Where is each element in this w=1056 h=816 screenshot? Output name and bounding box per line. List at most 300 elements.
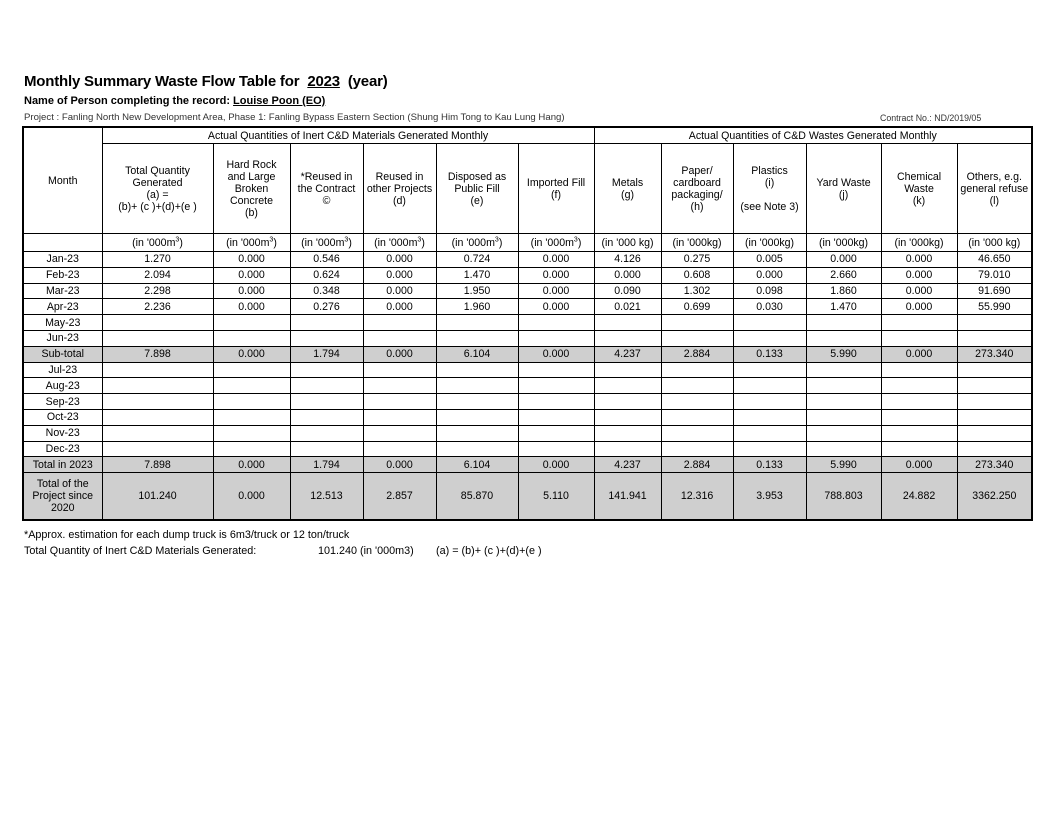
value-cell (806, 441, 881, 457)
value-cell: 0.000 (518, 252, 594, 268)
column-header-line: © (322, 194, 331, 207)
value-cell (881, 330, 957, 346)
value-cell (733, 441, 806, 457)
value-cell (733, 409, 806, 425)
value-cell: 1.960 (436, 299, 518, 315)
value-cell (594, 441, 661, 457)
value-cell (518, 330, 594, 346)
person-completing-record (24, 95, 325, 107)
column-header-line: *Reused in (300, 170, 353, 183)
month-cell: Total in 2023 (23, 457, 102, 473)
value-cell (594, 394, 661, 410)
column-unit (102, 234, 213, 252)
month-cell: Oct-23 (23, 409, 102, 425)
unit-text: (in '000kg) (818, 236, 869, 249)
value-cell (290, 425, 363, 441)
value-cell (957, 315, 1032, 331)
value-cell: 2.884 (661, 346, 733, 362)
value-cell: 85.870 (436, 473, 518, 521)
value-cell: 0.000 (518, 299, 594, 315)
value-cell (290, 409, 363, 425)
value-cell: 0.000 (213, 283, 290, 299)
value-cell (518, 394, 594, 410)
column-header-line: (a) = (146, 188, 169, 201)
month-cell: Jan-23 (23, 252, 102, 268)
month-cell: May-23 (23, 315, 102, 331)
value-cell: 2.857 (363, 473, 436, 521)
unit-text: (in '000m (132, 236, 176, 249)
value-cell: 0.000 (881, 252, 957, 268)
value-cell (881, 394, 957, 410)
unit-text: (in '000m (226, 236, 270, 249)
value-cell (957, 409, 1032, 425)
value-cell (594, 378, 661, 394)
value-cell (957, 378, 1032, 394)
value-cell: 0.090 (594, 283, 661, 299)
value-cell: 0.000 (363, 299, 436, 315)
column-header-line: (e) (470, 194, 484, 207)
value-cell (881, 425, 957, 441)
value-cell: 46.650 (957, 252, 1032, 268)
unit-superscript: 3 (573, 235, 578, 243)
column-header-line: Yard Waste (816, 176, 871, 189)
value-cell (436, 409, 518, 425)
column-header (213, 144, 290, 234)
value-cell: 2.298 (102, 283, 213, 299)
value-cell (594, 330, 661, 346)
value-cell (661, 362, 733, 378)
total-quantity-note (24, 545, 542, 557)
value-cell: 0.348 (290, 283, 363, 299)
column-header-line: Hard Rock (226, 158, 277, 171)
column-unit (733, 234, 806, 252)
column-unit (881, 234, 957, 252)
total-quantity-label: Total Quantity of Inert C&D Materials Generated: (24, 545, 257, 557)
value-cell (436, 362, 518, 378)
column-header-line: Waste (904, 182, 934, 195)
column-header-line: (b) (245, 206, 258, 219)
column-header-line: Public Fill (454, 182, 500, 195)
value-cell: 0.000 (363, 457, 436, 473)
value-cell (290, 394, 363, 410)
value-cell (363, 378, 436, 394)
table-row (23, 315, 1032, 331)
value-cell (363, 315, 436, 331)
unit-tail: ) (348, 236, 352, 249)
month-cell: Nov-23 (23, 425, 102, 441)
unit-text: (in '000kg) (744, 236, 795, 249)
value-cell (661, 378, 733, 394)
value-cell: 0.000 (881, 299, 957, 315)
value-cell: 4.237 (594, 346, 661, 362)
value-cell: 0.000 (363, 267, 436, 283)
value-cell: 0.000 (213, 267, 290, 283)
value-cell: 0.000 (881, 267, 957, 283)
value-cell: 0.000 (213, 457, 290, 473)
value-cell: 0.005 (733, 252, 806, 268)
value-cell (806, 409, 881, 425)
column-unit (518, 234, 594, 252)
value-cell (290, 315, 363, 331)
value-cell: 0.000 (594, 267, 661, 283)
value-cell: 3.953 (733, 473, 806, 521)
value-cell (806, 330, 881, 346)
value-cell: 1.470 (806, 299, 881, 315)
value-cell (213, 330, 290, 346)
value-cell (957, 362, 1032, 378)
total-quantity-value: 101.240 (in '000m3) (318, 545, 414, 557)
title-prefix: Monthly Summary Waste Flow Table for (24, 73, 304, 90)
value-cell (102, 378, 213, 394)
value-cell: 7.898 (102, 457, 213, 473)
month-cell: Sep-23 (23, 394, 102, 410)
column-header-line: Paper/ (681, 164, 713, 177)
value-cell: 141.941 (594, 473, 661, 521)
value-cell: 55.990 (957, 299, 1032, 315)
page-title (24, 73, 388, 90)
value-cell (436, 425, 518, 441)
table-row (23, 378, 1032, 394)
column-header-line: Total Quantity (125, 164, 190, 177)
value-cell (661, 330, 733, 346)
value-cell (102, 409, 213, 425)
value-cell (363, 362, 436, 378)
column-header-line: Disposed as (447, 170, 507, 183)
person-label: Name of Person completing the record: (24, 95, 234, 107)
value-cell: 101.240 (102, 473, 213, 521)
project-total-label (23, 473, 102, 521)
column-header-line: other Projects (366, 182, 433, 195)
column-header-line: Concrete (230, 194, 273, 207)
unit-tail: ) (577, 236, 582, 249)
dump-truck-note: *Approx. estimation for each dump truck is 6m3/truck or 12 ton/truck (24, 529, 350, 541)
value-cell: 2.236 (102, 299, 213, 315)
value-cell: 1.794 (290, 346, 363, 362)
value-cell (213, 394, 290, 410)
unit-text: (in '000kg) (672, 236, 722, 249)
unit-superscript: 3 (417, 235, 422, 243)
value-cell (290, 362, 363, 378)
value-cell: 0.000 (733, 267, 806, 283)
column-header-line: (f) (551, 188, 562, 201)
value-cell (363, 425, 436, 441)
value-cell (518, 425, 594, 441)
value-cell (363, 409, 436, 425)
value-cell (733, 394, 806, 410)
unit-text: (in '000m (374, 236, 418, 249)
value-cell: 79.010 (957, 267, 1032, 283)
value-cell (806, 362, 881, 378)
month-cell: Dec-23 (23, 441, 102, 457)
month-cell: Aug-23 (23, 378, 102, 394)
month-cell: Apr-23 (23, 299, 102, 315)
value-cell (102, 315, 213, 331)
value-cell: 2.094 (102, 267, 213, 283)
table-row (23, 330, 1032, 346)
value-cell (661, 441, 733, 457)
value-cell: 1.950 (436, 283, 518, 299)
value-cell (102, 394, 213, 410)
value-cell: 5.110 (518, 473, 594, 521)
month-cell: Sub-total (23, 346, 102, 362)
value-cell: 0.021 (594, 299, 661, 315)
column-header-line: Metals (611, 176, 644, 189)
unit-text: (in '000m (301, 236, 345, 249)
column-header (806, 144, 881, 234)
unit-text: (in '000m (451, 236, 495, 249)
value-cell: 0.133 (733, 346, 806, 362)
month-cell: Jul-23 (23, 362, 102, 378)
column-header (957, 144, 1032, 234)
value-cell: 12.316 (661, 473, 733, 521)
value-cell (661, 315, 733, 331)
value-cell (881, 409, 957, 425)
value-cell: 0.699 (661, 299, 733, 315)
unit-text: (in '000m (530, 236, 574, 249)
value-cell: 0.098 (733, 283, 806, 299)
column-unit (213, 234, 290, 252)
value-cell (733, 378, 806, 394)
value-cell (290, 441, 363, 457)
table-row (23, 299, 1032, 315)
column-header-line: general refuse (960, 182, 1029, 195)
value-cell (363, 330, 436, 346)
column-header-line: (h) (690, 200, 704, 213)
value-cell: 0.000 (881, 457, 957, 473)
value-cell: 12.513 (290, 473, 363, 521)
value-cell: 7.898 (102, 346, 213, 362)
value-cell (436, 330, 518, 346)
value-cell (881, 362, 957, 378)
column-header-line: cardboard (673, 176, 721, 189)
value-cell: 1.470 (436, 267, 518, 283)
value-cell (806, 425, 881, 441)
value-cell: 1.302 (661, 283, 733, 299)
column-unit (290, 234, 363, 252)
project-total-row (23, 473, 1032, 521)
value-cell (594, 315, 661, 331)
value-cell (102, 425, 213, 441)
value-cell: 5.990 (806, 457, 881, 473)
value-cell: 4.237 (594, 457, 661, 473)
value-cell: 0.624 (290, 267, 363, 283)
value-cell: 0.000 (363, 283, 436, 299)
value-cell (806, 394, 881, 410)
waste-flow-table (22, 126, 1033, 521)
value-cell: 0.000 (213, 299, 290, 315)
value-cell (102, 362, 213, 378)
value-cell: 6.104 (436, 346, 518, 362)
value-cell: 273.340 (957, 346, 1032, 362)
value-cell: 24.882 (881, 473, 957, 521)
value-cell: 273.340 (957, 457, 1032, 473)
month-cell: Jun-23 (23, 330, 102, 346)
value-cell (436, 394, 518, 410)
value-cell (436, 378, 518, 394)
column-header (594, 144, 661, 234)
column-header-line: (k) (912, 194, 926, 207)
value-cell: 0.608 (661, 267, 733, 283)
value-cell: 0.000 (213, 346, 290, 362)
column-header-line: (d) (393, 194, 406, 207)
project-description: Project : Fanling North New Development Area, Phase 1: Fanling Bypass Eastern Section (Shung Him Tong to Kau Lung Hang) (24, 112, 565, 123)
table-row (23, 425, 1032, 441)
value-cell: 0.000 (881, 346, 957, 362)
value-cell (806, 378, 881, 394)
subtotal-row (23, 346, 1032, 362)
value-cell (733, 315, 806, 331)
table-row (23, 252, 1032, 268)
value-cell (436, 315, 518, 331)
value-cell: 1.794 (290, 457, 363, 473)
column-header-line: (g) (621, 188, 634, 201)
value-cell (661, 409, 733, 425)
project-total-label-line: 2020 (50, 502, 75, 515)
column-header-line: Imported Fill (526, 176, 586, 189)
column-header-line: Others, e.g. (966, 170, 1022, 183)
value-cell: 2.884 (661, 457, 733, 473)
column-header-line: Reused in (375, 170, 424, 183)
column-header-line: the Contract (297, 182, 356, 195)
column-header-line: (j) (838, 188, 849, 201)
column-header (363, 144, 436, 234)
value-cell (518, 378, 594, 394)
value-cell: 0.133 (733, 457, 806, 473)
value-cell (661, 425, 733, 441)
column-header (436, 144, 518, 234)
value-cell: 0.276 (290, 299, 363, 315)
value-cell (363, 441, 436, 457)
column-unit (363, 234, 436, 252)
project-total-label-line: Total of the (36, 478, 89, 491)
column-header (881, 144, 957, 234)
value-cell: 788.803 (806, 473, 881, 521)
unit-tail: ) (273, 236, 277, 249)
value-cell: 0.000 (518, 283, 594, 299)
month-cell: Mar-23 (23, 283, 102, 299)
person-name: Louise Poon (EO) (233, 95, 326, 107)
title-year: 2023 (307, 73, 340, 90)
unit-superscript: 3 (175, 235, 180, 243)
value-cell: 91.690 (957, 283, 1032, 299)
value-cell (594, 409, 661, 425)
value-cell (881, 378, 957, 394)
month-header: Month (23, 127, 102, 234)
column-header-line: packaging/ (671, 188, 723, 201)
unit-text: (in '000 kg) (968, 236, 1021, 249)
unit-text: (in '000kg) (894, 236, 944, 249)
column-header (733, 144, 806, 234)
column-header-line: Chemical (896, 170, 942, 183)
value-cell: 5.990 (806, 346, 881, 362)
project-total-label-line: Project since (32, 490, 94, 503)
value-cell (213, 409, 290, 425)
value-cell: 0.000 (806, 252, 881, 268)
value-cell: 0.030 (733, 299, 806, 315)
value-cell (806, 315, 881, 331)
value-cell: 4.126 (594, 252, 661, 268)
value-cell (881, 315, 957, 331)
table-row (23, 441, 1032, 457)
value-cell (213, 362, 290, 378)
value-cell: 2.660 (806, 267, 881, 283)
value-cell (733, 425, 806, 441)
column-header-line: (b)+ (c )+(d)+(e ) (118, 200, 197, 213)
value-cell: 0.000 (518, 346, 594, 362)
column-header (290, 144, 363, 234)
unit-tail: ) (498, 236, 503, 249)
column-header-line: and Large (227, 170, 276, 183)
group-header-wastes: Actual Quantities of C&D Wastes Generated Monthly (594, 127, 1032, 144)
column-unit (957, 234, 1032, 252)
value-cell (213, 315, 290, 331)
value-cell (213, 425, 290, 441)
unit-superscript: 3 (269, 235, 274, 243)
title-suffix: (year) (343, 73, 388, 90)
group-header-inert: Actual Quantities of Inert C&D Materials Generated Monthly (102, 127, 594, 144)
value-cell (733, 330, 806, 346)
value-cell (518, 409, 594, 425)
unit-tail: ) (179, 236, 183, 249)
value-cell (290, 330, 363, 346)
value-cell (957, 330, 1032, 346)
value-cell: 1.270 (102, 252, 213, 268)
value-cell (102, 330, 213, 346)
column-unit (594, 234, 661, 252)
column-header (518, 144, 594, 234)
value-cell: 0.000 (213, 473, 290, 521)
value-cell (594, 425, 661, 441)
value-cell (518, 362, 594, 378)
column-unit (436, 234, 518, 252)
value-cell (881, 441, 957, 457)
value-cell (594, 362, 661, 378)
table-row (23, 362, 1032, 378)
value-cell (436, 441, 518, 457)
value-cell: 3362.250 (957, 473, 1032, 521)
value-cell: 0.724 (436, 252, 518, 268)
table-row (23, 409, 1032, 425)
month-cell: Feb-23 (23, 267, 102, 283)
column-header-line: Generated (132, 176, 183, 189)
column-header-line: (i) (764, 176, 775, 189)
value-cell: 6.104 (436, 457, 518, 473)
unit-superscript: 3 (344, 235, 349, 243)
value-cell: 0.000 (363, 346, 436, 362)
table-row (23, 283, 1032, 299)
value-cell: 0.000 (363, 252, 436, 268)
total-quantity-formula: (a) = (b)+ (c )+(d)+(e ) (436, 545, 542, 557)
value-cell: 1.860 (806, 283, 881, 299)
column-header-line: Broken (234, 182, 269, 195)
value-cell (518, 315, 594, 331)
month-unit-cell (23, 234, 102, 252)
value-cell (290, 378, 363, 394)
value-cell: 0.000 (518, 267, 594, 283)
value-cell (661, 394, 733, 410)
table-row (23, 394, 1032, 410)
column-unit (661, 234, 733, 252)
unit-tail: ) (421, 236, 425, 249)
column-header-line: (l) (989, 194, 999, 207)
table-row (23, 267, 1032, 283)
contract-number: Contract No.: ND/2019/05 (880, 113, 982, 123)
value-cell (957, 394, 1032, 410)
value-cell (213, 441, 290, 457)
value-cell: 0.000 (518, 457, 594, 473)
column-header (102, 144, 213, 234)
value-cell (957, 441, 1032, 457)
